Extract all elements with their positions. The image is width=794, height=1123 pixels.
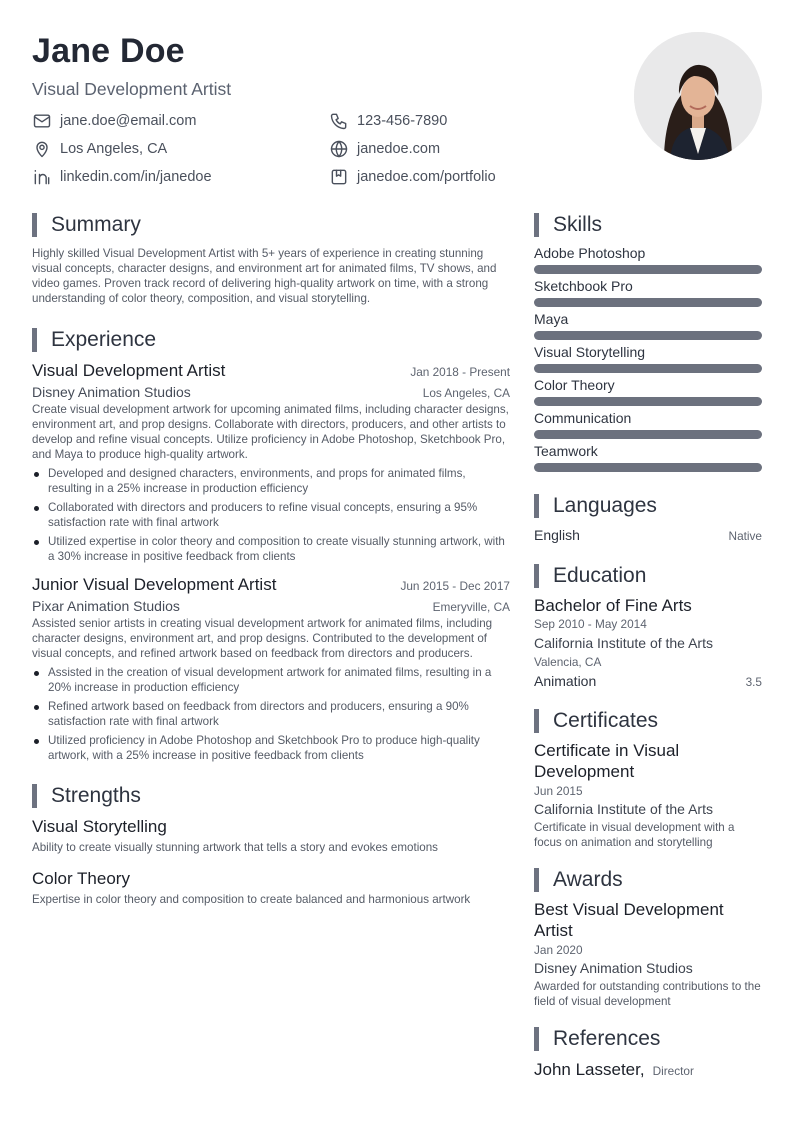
education-degree: Bachelor of Fine Arts (534, 596, 692, 615)
skill-label: Visual Storytelling (534, 344, 646, 360)
languages-heading (534, 493, 762, 519)
skill-level-bar (534, 364, 762, 373)
skills-heading (534, 212, 762, 238)
experience-bullets (32, 466, 510, 564)
skill-level-bar (534, 430, 762, 439)
award-description: Awarded for outstanding contributions to the field of visual development (534, 980, 761, 1008)
location-icon (32, 139, 52, 159)
section-accent-bar (32, 784, 37, 808)
linkedin-icon (32, 167, 52, 187)
contact-location-text: Los Angeles, CA (60, 141, 168, 157)
experience-heading (32, 327, 510, 353)
certificates-heading-text: Certificates (553, 709, 659, 732)
section-accent-bar (534, 868, 539, 892)
education-location: Valencia, CA (534, 655, 602, 669)
education-dates: Sep 2010 - May 2014 (534, 617, 647, 631)
strength-item (32, 869, 510, 907)
reference-role: Director (652, 1064, 694, 1078)
contact-website[interactable] (329, 139, 440, 159)
awards-heading-text: Awards (553, 868, 623, 891)
experience-location: Los Angeles, CA (422, 386, 510, 400)
experience-company: Pixar Animation Studios (32, 598, 180, 614)
language-name: English (534, 527, 580, 543)
contact-linkedin[interactable] (32, 167, 212, 187)
job-title: Visual Development Artist (32, 79, 232, 99)
bullet-item: Assisted in the creation of visual development artwork for animated films, resulting in a 20% increase in production efficiency (32, 665, 510, 695)
education-school: California Institute of the Arts (534, 635, 713, 651)
section-accent-bar (32, 213, 37, 237)
skill-level-bar (534, 265, 762, 274)
skills-heading-text: Skills (553, 213, 603, 236)
language-level: Native (728, 529, 762, 543)
contact-linkedin-text: linkedin.com/in/janedoe (60, 169, 212, 185)
skill-level-bar (534, 331, 762, 340)
sidebar-column (534, 212, 762, 1080)
experience-description: Assisted senior artists in creating visual development artwork for animated films, including character designs, environment art, and prop designs. Contributed to the development of visual concepts, and refined artwork based on feedback from directors and producers. (32, 617, 493, 660)
strength-name: Visual Storytelling (32, 817, 167, 836)
skill-item (534, 443, 762, 472)
skill-level-bar (534, 397, 762, 406)
main-column (32, 212, 510, 907)
summary-text: Highly skilled Visual Development Artist with 5+ years of experience in creating stunning visual concepts, character designs, and environment art for animated films, TV shows, and video games. Proven track record of delivering high-quality artwork on time, with a strong understanding of color theory, composition, and visual storytelling. (32, 247, 497, 305)
section-accent-bar (534, 709, 539, 733)
profile-photo (634, 32, 762, 160)
skill-label: Adobe Photoshop (534, 245, 646, 261)
languages-heading-text: Languages (553, 494, 657, 517)
experience-title: Junior Visual Development Artist (32, 575, 277, 594)
candidate-name: Jane Doe (32, 32, 185, 70)
certificates-heading (534, 708, 762, 734)
reference-item (534, 1059, 762, 1080)
education-item (534, 595, 762, 689)
bullet-item: Refined artwork based on feedback from directors and producers, ensuring a 90% satisfaction rate with final artwork (32, 699, 510, 729)
award-issuer: Disney Animation Studios (534, 960, 693, 976)
section-accent-bar (534, 494, 539, 518)
contact-portfolio[interactable] (329, 167, 496, 187)
education-heading-text: Education (553, 564, 647, 587)
skill-item (534, 278, 762, 307)
skill-item (534, 311, 762, 340)
certificate-date: Jun 2015 (534, 784, 583, 798)
experience-bullets (32, 665, 510, 763)
award-item (534, 899, 762, 1009)
experience-date: Jun 2015 - Dec 2017 (400, 579, 510, 593)
experience-item (32, 575, 510, 763)
experience-company: Disney Animation Studios (32, 384, 191, 400)
summary-heading (32, 212, 510, 238)
awards-heading (534, 867, 762, 893)
skill-item (534, 410, 762, 439)
contact-email[interactable] (32, 111, 196, 131)
summary-heading-text: Summary (51, 213, 141, 236)
skill-label: Communication (534, 410, 632, 426)
phone-icon (329, 111, 349, 131)
section-accent-bar (534, 1027, 539, 1051)
portfolio-icon (329, 167, 349, 187)
section-accent-bar (534, 213, 539, 237)
bullet-item: Utilized proficiency in Adobe Photoshop and Sketchbook Pro to produce high-quality artwork, with a 25% increase in positive feedback from clients (32, 733, 510, 763)
certificate-description: Certificate in visual development with a focus on animation and storytelling (534, 821, 735, 849)
strength-description: Ability to create visually stunning artwork that tells a story and evokes emotions (32, 841, 438, 854)
contact-phone[interactable] (329, 111, 447, 131)
certificate-item (534, 740, 762, 850)
award-title: Best Visual Development Artist (534, 900, 724, 940)
bullet-item: Utilized expertise in color theory and composition to create visually stunning artwork, with a 30% increase in positive feedback from clients (32, 534, 510, 564)
portrait-image (634, 32, 762, 160)
skill-item (534, 344, 762, 373)
education-gpa: 3.5 (745, 675, 762, 689)
skill-level-bar (534, 463, 762, 472)
skill-level-bar (534, 298, 762, 307)
language-item (534, 527, 762, 543)
certificate-issuer: California Institute of the Arts (534, 801, 713, 817)
award-date: Jan 2020 (534, 943, 583, 957)
education-field: Animation (534, 673, 597, 689)
strength-name: Color Theory (32, 869, 130, 888)
education-heading (534, 563, 762, 589)
skill-item (534, 245, 762, 274)
globe-icon (329, 139, 349, 159)
experience-title: Visual Development Artist (32, 361, 226, 380)
certificate-title: Certificate in Visual Development (534, 741, 680, 781)
strength-description: Expertise in color theory and composition to create balanced and harmonious artwork (32, 893, 471, 906)
skill-label: Teamwork (534, 443, 598, 459)
strengths-heading-text: Strengths (51, 784, 141, 807)
section-accent-bar (534, 564, 539, 588)
bullet-item: Developed and designed characters, environments, and props for animated films, resulting in a 25% increase in production efficiency (32, 466, 510, 496)
contact-email-text: jane.doe@email.com (60, 113, 197, 129)
contact-website-text: janedoe.com (357, 141, 441, 157)
experience-description: Create visual development artwork for upcoming animated films, including character designs, environment art, and prop designs. Collaborate with directors, producers, and other artists to develop and refine visual concepts. Utilize proficiency in Adobe Photoshop, Sketchbook Pro, and Maya to produce high-quality artwork. (32, 403, 509, 461)
contact-location (32, 139, 167, 159)
skills-list (534, 245, 762, 472)
mail-icon (32, 111, 52, 131)
reference-name: John Lasseter, (534, 1060, 645, 1079)
bullet-item: Collaborated with directors and producers to refine visual concepts, ensuring a 95% satisfaction rate with final artwork (32, 500, 510, 530)
skill-label: Sketchbook Pro (534, 278, 633, 294)
experience-item (32, 361, 510, 564)
contact-portfolio-text: janedoe.com/portfolio (357, 169, 496, 185)
skill-item (534, 377, 762, 406)
section-accent-bar (32, 328, 37, 352)
references-heading (534, 1026, 762, 1052)
skill-label: Maya (534, 311, 569, 327)
strength-item (32, 817, 510, 855)
contact-phone-text: 123-456-7890 (357, 113, 448, 129)
references-heading-text: References (553, 1027, 661, 1050)
experience-heading-text: Experience (51, 328, 157, 351)
experience-date: Jan 2018 - Present (410, 365, 510, 379)
strengths-heading (32, 783, 510, 809)
skill-label: Color Theory (534, 377, 615, 393)
experience-location: Emeryville, CA (432, 600, 510, 614)
